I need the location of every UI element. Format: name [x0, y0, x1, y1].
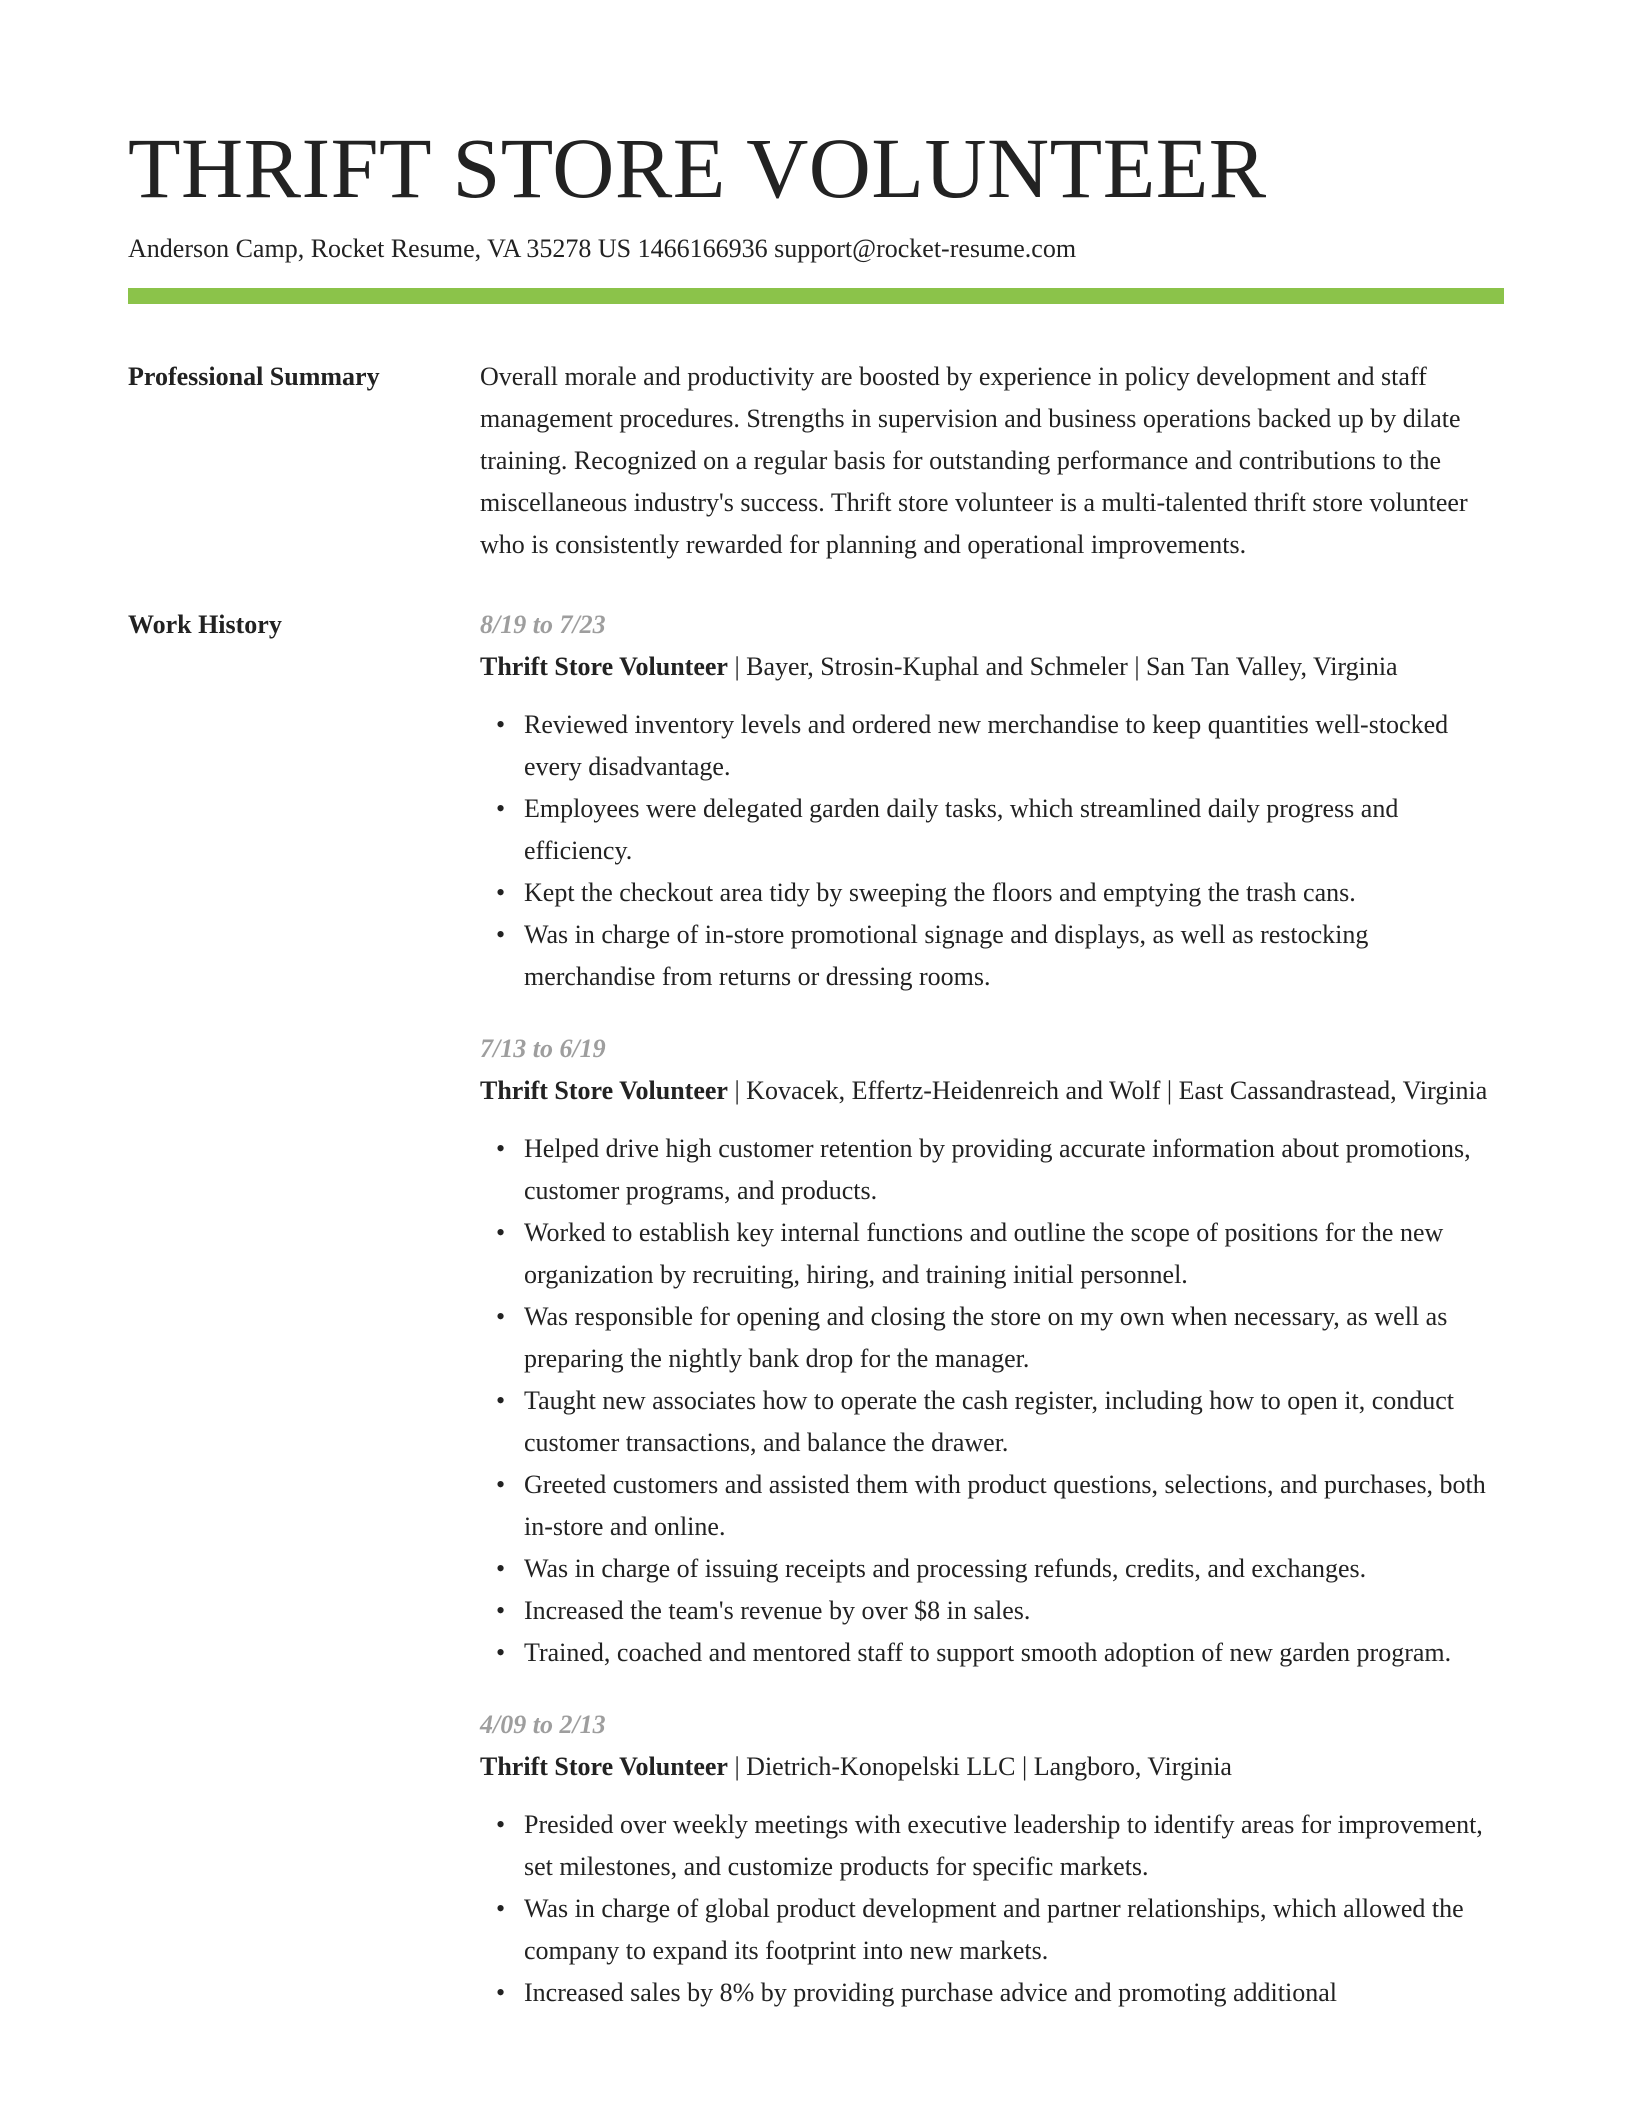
job-bullet — [496, 1128, 1504, 1212]
bullet-icon: • — [496, 1978, 506, 2007]
job-bullet-text: Increased sales by 8% by providing purchase advice and promoting additional — [524, 1978, 1337, 2007]
job-bullet — [496, 1632, 1504, 1674]
work-history-body — [480, 604, 1504, 2044]
bullet-icon: • — [496, 1638, 506, 1667]
bullet-icon: • — [496, 1386, 506, 1415]
job-bullet — [496, 1464, 1504, 1548]
bullet-icon: • — [496, 1894, 506, 1923]
job-bullet — [496, 704, 1504, 788]
job-bullet-text: Was responsible for opening and closing the store on my own when necessary, as well as preparing the nightly bank drop for the manager. — [524, 1302, 1448, 1373]
bullet-icon: • — [496, 1218, 506, 1247]
job-bullet-text: Increased the team's revenue by over $8 in sales. — [524, 1596, 1031, 1625]
bullet-icon: • — [496, 794, 506, 823]
job-bullet-text: Employees were delegated garden daily tasks, which streamlined daily progress and efficiency. — [524, 794, 1399, 865]
bullet-icon: • — [496, 1134, 506, 1163]
job-bullet — [496, 1380, 1504, 1464]
bullet-icon: • — [496, 710, 506, 739]
job-entry — [480, 604, 1504, 998]
job-entry — [480, 1704, 1504, 2014]
job-heading: Thrift Store Volunteer | Dietrich-Konopelski LLC | Langboro, Virginia — [480, 1752, 1232, 1781]
job-heading: Thrift Store Volunteer | Bayer, Strosin-Kuphal and Schmeler | San Tan Valley, Virginia — [480, 652, 1398, 681]
job-title: Thrift Store Volunteer — [480, 1076, 728, 1105]
job-bullet-text: Presided over weekly meetings with executive leadership to identify areas for improvement, set milestones, and customize products for specific markets. — [524, 1810, 1483, 1881]
job-location: Langboro, Virginia — [1033, 1752, 1232, 1781]
job-bullet — [496, 1972, 1504, 2014]
job-title: Thrift Store Volunteer — [480, 1752, 728, 1781]
job-entry — [480, 1028, 1504, 1674]
job-bullet — [496, 1888, 1504, 1972]
job-dates: 4/09 to 2/13 — [480, 1710, 606, 1739]
job-bullet-text: Helped drive high customer retention by providing accurate information about promotions, customer programs, and products. — [524, 1134, 1471, 1205]
job-bullet — [496, 914, 1504, 998]
summary-label: Professional Summary — [128, 362, 380, 391]
job-bullet — [496, 1212, 1504, 1296]
job-bullet-text: Greeted customers and assisted them with product questions, selections, and purchases, both in-store and online. — [524, 1470, 1486, 1541]
contact-info: Anderson Camp, Rocket Resume, VA 35278 US 1466166936 support@rocket-resume.com — [128, 234, 1077, 263]
summary-text: Overall morale and productivity are boosted by experience in policy development and staff management procedures. Strengths in supervision and business operations backed up by dilate training. Recognized on a regular basis for outstanding performance and contributions to the miscellaneous industry's success. Thrift store volunteer is a multi-talented thrift store volunteer who is consistently rewarded for planning and operational improvements. — [480, 362, 1468, 559]
job-title: Thrift Store Volunteer — [480, 652, 728, 681]
job-bullet-list — [480, 1128, 1504, 1674]
job-bullet-list — [480, 704, 1504, 998]
resume-page — [128, 0, 1504, 2044]
job-heading: Thrift Store Volunteer | Kovacek, Effertz-Heidenreich and Wolf | East Cassandrastead, Virginia — [480, 1076, 1488, 1105]
job-bullet — [496, 1590, 1504, 1632]
job-bullet — [496, 1804, 1504, 1888]
bullet-icon: • — [496, 1302, 506, 1331]
work-history-section — [128, 604, 1504, 2044]
job-dates: 8/19 to 7/23 — [480, 610, 606, 639]
job-bullet-text: Was in charge of global product development and partner relationships, which allowed the company to expand its footprint into new markets. — [524, 1894, 1464, 1965]
job-bullet-text: Reviewed inventory levels and ordered new merchandise to keep quantities well-stocked every disadvantage. — [524, 710, 1449, 781]
job-bullet — [496, 1296, 1504, 1380]
work-history-label: Work History — [128, 610, 282, 639]
job-location: East Cassandrastead, Virginia — [1178, 1076, 1488, 1105]
job-dates: 7/13 to 6/19 — [480, 1034, 606, 1063]
job-bullet-text: Was in charge of in-store promotional signage and displays, as well as restocking merchandise from returns or dressing rooms. — [524, 920, 1369, 991]
job-bullet-text: Worked to establish key internal functions and outline the scope of positions for the new organization by recruiting, hiring, and training initial personnel. — [524, 1218, 1444, 1289]
bullet-icon: • — [496, 878, 506, 907]
job-bullet — [496, 872, 1504, 914]
bullet-icon: • — [496, 1596, 506, 1625]
bullet-icon: • — [496, 920, 506, 949]
job-company: Kovacek, Effertz-Heidenreich and Wolf — [746, 1076, 1161, 1105]
summary-section — [128, 356, 1504, 566]
job-bullet-list — [480, 1804, 1504, 2014]
job-bullet-text: Taught new associates how to operate the cash register, including how to open it, conduct customer transactions, and balance the drawer. — [524, 1386, 1454, 1457]
job-bullet-text: Trained, coached and mentored staff to support smooth adoption of new garden program. — [524, 1638, 1452, 1667]
job-bullet — [496, 1548, 1504, 1590]
bullet-icon: • — [496, 1470, 506, 1499]
job-bullet — [496, 788, 1504, 872]
job-company: Bayer, Strosin-Kuphal and Schmeler — [746, 652, 1128, 681]
job-location: San Tan Valley, Virginia — [1146, 652, 1398, 681]
resume-name: THRIFT STORE VOLUNTEER — [128, 120, 1267, 216]
bullet-icon: • — [496, 1810, 506, 1839]
bullet-icon: • — [496, 1554, 506, 1583]
header-divider — [128, 288, 1504, 304]
job-company: Dietrich-Konopelski LLC — [746, 1752, 1016, 1781]
summary-body — [480, 356, 1504, 566]
job-bullet-text: Kept the checkout area tidy by sweeping the floors and emptying the trash cans. — [524, 878, 1356, 907]
job-bullet-text: Was in charge of issuing receipts and processing refunds, credits, and exchanges. — [524, 1554, 1367, 1583]
